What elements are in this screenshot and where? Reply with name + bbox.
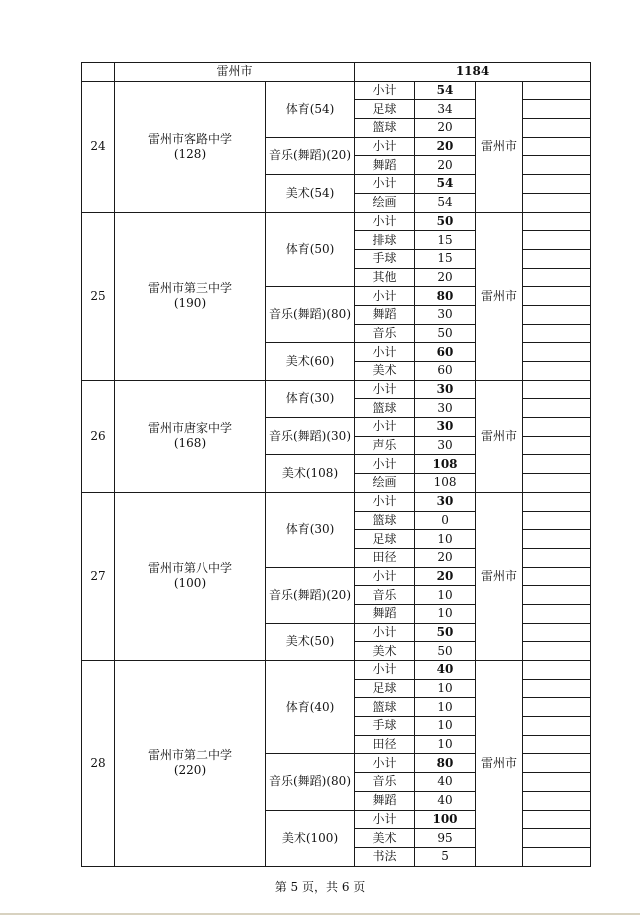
header-blank-cell [82, 63, 115, 82]
blank-cell [523, 81, 591, 100]
school-name: 雷州市唐家中学 [147, 421, 232, 436]
item-count-cell: 15 [415, 249, 476, 268]
item-name-cell: 绘画 [355, 474, 415, 493]
blank-cell [523, 100, 591, 119]
blank-cell [523, 287, 591, 306]
blank-cell [523, 474, 591, 493]
item-count-cell: 54 [415, 175, 476, 194]
item-count-cell: 0 [415, 511, 476, 530]
blank-cell [523, 137, 591, 156]
item-name-cell: 声乐 [355, 436, 415, 455]
blank-cell [523, 119, 591, 138]
blank-cell [523, 642, 591, 661]
item-name-cell: 小计 [355, 212, 415, 231]
item-count-cell: 20 [415, 156, 476, 175]
item-name-cell: 书法 [355, 847, 415, 866]
item-name-cell: 田径 [355, 548, 415, 567]
blank-cell [523, 175, 591, 194]
item-name-cell: 足球 [355, 679, 415, 698]
item-count-cell: 20 [415, 268, 476, 287]
enrollment-table [81, 62, 591, 867]
blank-cell [523, 156, 591, 175]
item-name-cell: 小计 [355, 175, 415, 194]
blank-cell [523, 623, 591, 642]
item-count-cell: 40 [415, 773, 476, 792]
item-count-cell: 30 [415, 436, 476, 455]
item-name-cell: 小计 [355, 418, 415, 437]
school-name-cell [115, 81, 266, 212]
item-count-cell: 30 [415, 399, 476, 418]
item-count-cell: 50 [415, 324, 476, 343]
school-name-cell [115, 380, 266, 492]
category-cell: 体育(30) [266, 380, 355, 417]
school-name-cell [115, 212, 266, 380]
blank-cell [523, 679, 591, 698]
blank-cell [523, 212, 591, 231]
item-name-cell: 美术 [355, 642, 415, 661]
category-cell: 体育(54) [266, 81, 355, 137]
blank-cell [523, 193, 591, 212]
blank-cell [523, 548, 591, 567]
blank-cell [523, 791, 591, 810]
blank-cell [523, 305, 591, 324]
blank-cell [523, 231, 591, 250]
school-number-cell: 26 [82, 380, 115, 492]
item-count-cell: 80 [415, 287, 476, 306]
item-count-cell: 54 [415, 81, 476, 100]
header-total-cell: 1184 [355, 63, 591, 82]
school-total: (220) [173, 763, 207, 778]
item-count-cell: 10 [415, 530, 476, 549]
item-name-cell: 小计 [355, 661, 415, 680]
item-count-cell: 10 [415, 717, 476, 736]
category-cell: 美术(108) [266, 455, 355, 492]
category-cell: 美术(54) [266, 175, 355, 212]
blank-cell [523, 418, 591, 437]
category-cell: 体育(40) [266, 661, 355, 754]
table-row [82, 380, 591, 399]
item-name-cell: 舞蹈 [355, 305, 415, 324]
item-count-cell: 20 [415, 137, 476, 156]
item-name-cell: 小计 [355, 455, 415, 474]
school-number-cell: 25 [82, 212, 115, 380]
blank-cell [523, 698, 591, 717]
table-row [82, 81, 591, 100]
item-count-cell: 34 [415, 100, 476, 119]
item-count-cell: 15 [415, 231, 476, 250]
item-count-cell: 60 [415, 343, 476, 362]
school-name-cell [115, 492, 266, 660]
school-total: (100) [173, 576, 207, 591]
school-total: (190) [173, 296, 207, 311]
blank-cell [523, 362, 591, 381]
school-name: 雷州市第三中学 [147, 281, 232, 296]
item-name-cell: 田径 [355, 735, 415, 754]
item-count-cell: 20 [415, 548, 476, 567]
school-number-cell: 28 [82, 661, 115, 867]
location-cell: 雷州市 [476, 492, 523, 660]
item-name-cell: 排球 [355, 231, 415, 250]
item-name-cell: 小计 [355, 492, 415, 511]
school-name: 雷州市第二中学 [147, 748, 232, 763]
blank-cell [523, 530, 591, 549]
bottom-divider [0, 913, 640, 915]
category-cell: 音乐(舞蹈)(30) [266, 418, 355, 455]
item-count-cell: 40 [415, 661, 476, 680]
item-name-cell: 小计 [355, 81, 415, 100]
page-footer: 第 5 页，共 6 页 [274, 880, 366, 894]
item-count-cell: 30 [415, 380, 476, 399]
school-total: (128) [173, 146, 207, 161]
location-cell: 雷州市 [476, 661, 523, 867]
item-name-cell: 足球 [355, 530, 415, 549]
item-name-cell: 手球 [355, 249, 415, 268]
blank-cell [523, 511, 591, 530]
category-cell: 音乐(舞蹈)(20) [266, 137, 355, 174]
item-count-cell: 50 [415, 212, 476, 231]
item-count-cell: 54 [415, 193, 476, 212]
item-name-cell: 小计 [355, 567, 415, 586]
item-name-cell: 舞蹈 [355, 604, 415, 623]
category-cell: 音乐(舞蹈)(80) [266, 754, 355, 810]
item-count-cell: 100 [415, 810, 476, 829]
item-count-cell: 30 [415, 492, 476, 511]
item-count-cell: 5 [415, 847, 476, 866]
item-name-cell: 美术 [355, 829, 415, 848]
blank-cell [523, 735, 591, 754]
blank-cell [523, 717, 591, 736]
blank-cell [523, 492, 591, 511]
item-name-cell: 小计 [355, 380, 415, 399]
item-name-cell: 手球 [355, 717, 415, 736]
item-name-cell: 小计 [355, 343, 415, 362]
item-count-cell: 10 [415, 698, 476, 717]
item-name-cell: 舞蹈 [355, 156, 415, 175]
item-count-cell: 30 [415, 305, 476, 324]
category-cell: 美术(50) [266, 623, 355, 660]
blank-cell [523, 604, 591, 623]
item-name-cell: 其他 [355, 268, 415, 287]
location-cell: 雷州市 [476, 212, 523, 380]
item-count-cell: 108 [415, 474, 476, 493]
blank-cell [523, 455, 591, 474]
category-cell: 体育(50) [266, 212, 355, 287]
category-cell: 美术(100) [266, 810, 355, 866]
blank-cell [523, 810, 591, 829]
blank-cell [523, 586, 591, 605]
item-count-cell: 10 [415, 679, 476, 698]
item-name-cell: 绘画 [355, 193, 415, 212]
item-name-cell: 足球 [355, 100, 415, 119]
item-count-cell: 10 [415, 735, 476, 754]
school-name: 雷州市第八中学 [147, 561, 232, 576]
item-name-cell: 小计 [355, 287, 415, 306]
item-count-cell: 10 [415, 586, 476, 605]
item-count-cell: 20 [415, 567, 476, 586]
item-count-cell: 108 [415, 455, 476, 474]
school-total: (168) [173, 436, 207, 451]
item-count-cell: 80 [415, 754, 476, 773]
header-row [82, 63, 591, 82]
item-count-cell: 95 [415, 829, 476, 848]
blank-cell [523, 567, 591, 586]
blank-cell [523, 829, 591, 848]
category-cell: 美术(60) [266, 343, 355, 380]
item-name-cell: 篮球 [355, 399, 415, 418]
category-cell: 音乐(舞蹈)(20) [266, 567, 355, 623]
school-number-cell: 27 [82, 492, 115, 660]
item-count-cell: 20 [415, 119, 476, 138]
item-count-cell: 40 [415, 791, 476, 810]
table-row [82, 492, 591, 511]
school-number-cell: 24 [82, 81, 115, 212]
blank-cell [523, 847, 591, 866]
item-count-cell: 50 [415, 623, 476, 642]
item-name-cell: 舞蹈 [355, 791, 415, 810]
blank-cell [523, 249, 591, 268]
blank-cell [523, 661, 591, 680]
blank-cell [523, 754, 591, 773]
blank-cell [523, 436, 591, 455]
location-cell: 雷州市 [476, 380, 523, 492]
item-count-cell: 60 [415, 362, 476, 381]
item-name-cell: 篮球 [355, 511, 415, 530]
item-name-cell: 小计 [355, 137, 415, 156]
item-count-cell: 30 [415, 418, 476, 437]
item-name-cell: 音乐 [355, 324, 415, 343]
item-name-cell: 小计 [355, 754, 415, 773]
blank-cell [523, 773, 591, 792]
school-name-cell [115, 661, 266, 867]
blank-cell [523, 399, 591, 418]
header-district-cell: 雷州市 [115, 63, 355, 82]
item-name-cell: 篮球 [355, 698, 415, 717]
item-name-cell: 小计 [355, 623, 415, 642]
item-count-cell: 10 [415, 604, 476, 623]
item-name-cell: 音乐 [355, 773, 415, 792]
item-name-cell: 篮球 [355, 119, 415, 138]
school-name: 雷州市客路中学 [147, 131, 232, 146]
blank-cell [523, 380, 591, 399]
item-name-cell: 美术 [355, 362, 415, 381]
table-row [82, 212, 591, 231]
blank-cell [523, 343, 591, 362]
item-name-cell: 小计 [355, 810, 415, 829]
blank-cell [523, 268, 591, 287]
category-cell: 体育(30) [266, 492, 355, 567]
category-cell: 音乐(舞蹈)(80) [266, 287, 355, 343]
location-cell: 雷州市 [476, 81, 523, 212]
table-row [82, 661, 591, 680]
item-count-cell: 50 [415, 642, 476, 661]
item-name-cell: 音乐 [355, 586, 415, 605]
blank-cell [523, 324, 591, 343]
